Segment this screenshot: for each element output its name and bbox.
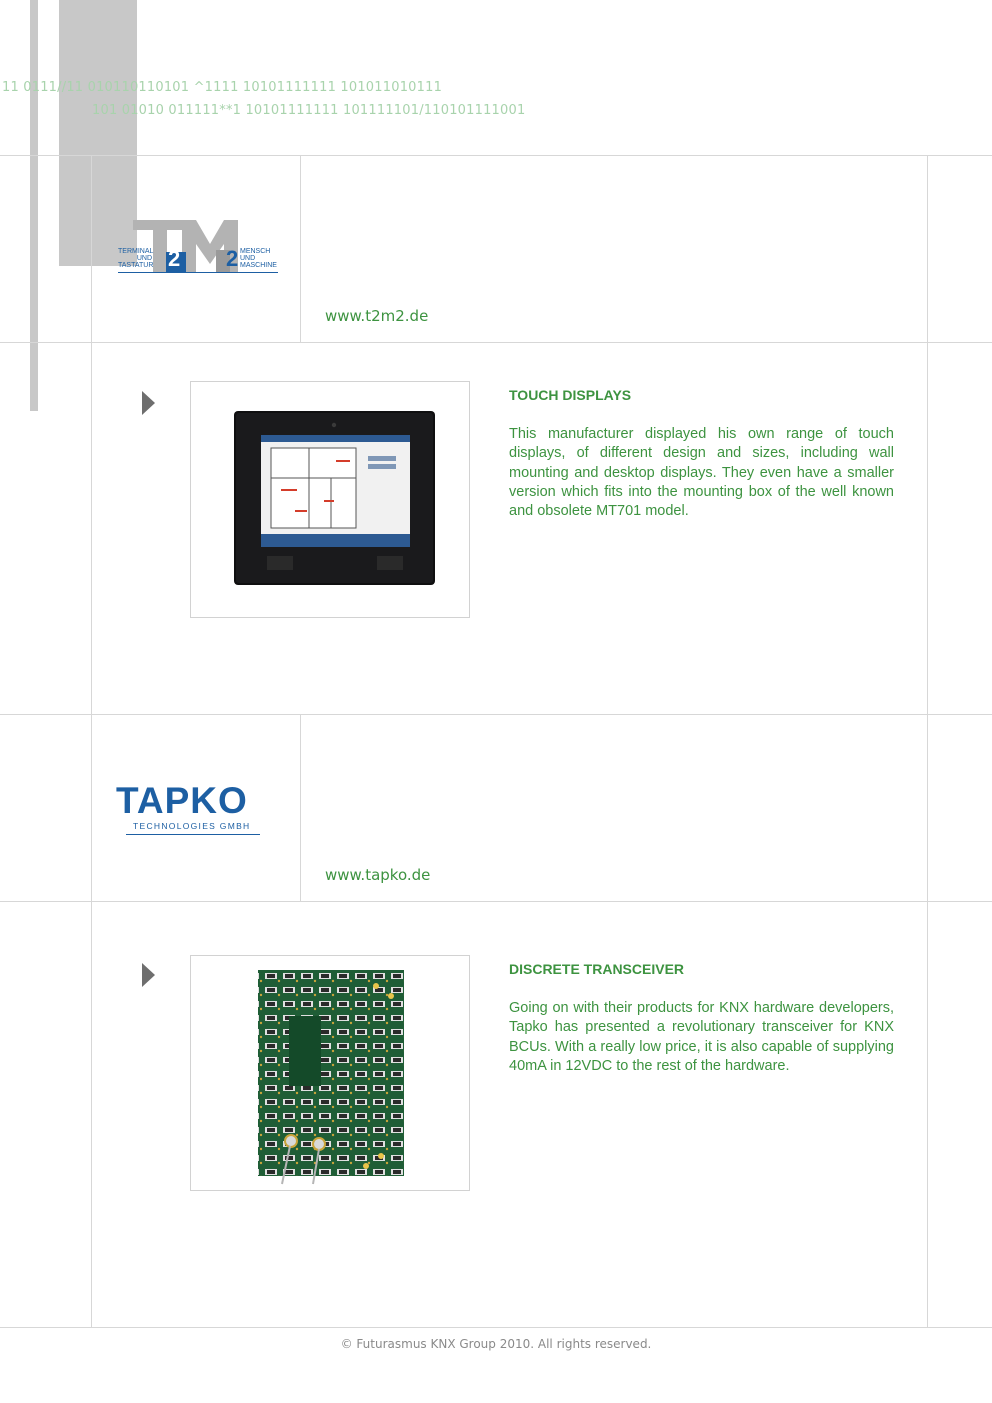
tapko-logo-underline (126, 834, 260, 835)
transceiver-image (190, 955, 470, 1191)
tapko-logo-subtitle: TECHNOLOGIES GMBH (133, 821, 251, 831)
bullet-arrow-icon (142, 963, 155, 987)
tapko-website-link[interactable]: www.tapko.de (325, 866, 431, 884)
divider-line (0, 155, 992, 156)
logo-right-text-3: MASCHINE (240, 262, 277, 269)
logo-right-text-2: UND (240, 255, 256, 262)
logo-left-text-3: TASTATUR (118, 262, 154, 269)
tapko-logo (116, 780, 266, 838)
divider-line (0, 714, 992, 715)
logo-left-text-2: UND (136, 255, 152, 262)
logo-digit-2: 2 (226, 246, 239, 271)
column-line-left (91, 155, 92, 1327)
bullet-arrow-icon (142, 391, 155, 415)
binary-line-1: 11 0111//11 010110110101 ^1111 10101111111 101011010111 (2, 80, 443, 95)
product-description-discrete-transceiver: Going on with their products for KNX hardware developers, Tapko has presented a revolutionary transceiver for KNX BCUs. With a really low price, it is also capable of supplying 40mA in 12VDC to the rest of the hardware. (509, 1000, 894, 1074)
logo-left-text-1: TERMINAL (118, 248, 154, 255)
decorative-bar-thin (30, 0, 38, 411)
logo-right-text-1: MENSCH (240, 248, 271, 255)
logo-cell-divider (300, 714, 301, 901)
logo-cell-divider (300, 155, 301, 342)
product-title-touch-displays: TOUCH DISPLAYS (509, 387, 632, 403)
divider-line (0, 1327, 992, 1328)
t2m2-logo (118, 218, 278, 274)
binary-line-2: 101 01010 011111**1 10101111111 101111101/110101111001 (92, 103, 526, 118)
t2m2-website-link[interactable]: www.t2m2.de (325, 307, 429, 325)
column-line-right (927, 155, 928, 1327)
tapko-logo-word: TAPKO (116, 780, 248, 821)
divider-line (0, 342, 992, 343)
logo-digit-1: 2 (168, 246, 181, 271)
divider-line (0, 901, 992, 902)
touch-display-image (190, 381, 470, 618)
product-title-discrete-transceiver: DISCRETE TRANSCEIVER (509, 961, 685, 977)
product-description-touch-displays: This manufacturer displayed his own range of touch displays, of different design and sizes, including wall mounting and desktop displays. They even have a smaller version which fits into the mounting box of the well known and obsolete MT701 model. (509, 426, 894, 520)
footer-copyright: © Futurasmus KNX Group 2010. All rights reserved. (340, 1337, 652, 1351)
